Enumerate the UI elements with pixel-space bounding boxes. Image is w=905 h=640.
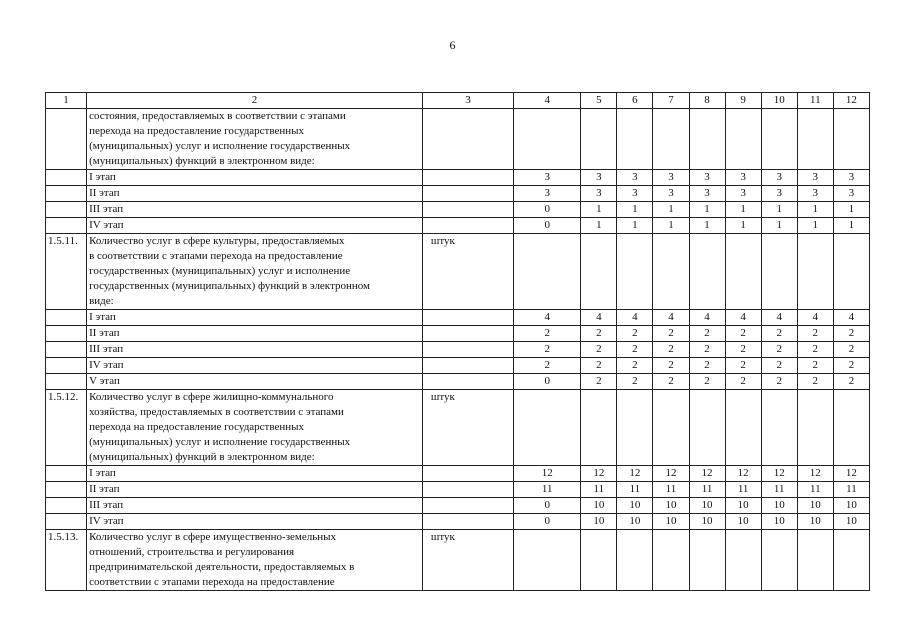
page-number: 6: [449, 38, 456, 52]
description-line: в соответствии с этапами перехода на предоставление: [89, 250, 343, 262]
stage-value: 4: [653, 310, 689, 326]
stage-value: 3: [689, 186, 725, 202]
empty-value-cell: [689, 530, 725, 591]
stage-label: I этап: [87, 310, 423, 326]
description-line: (муниципальных) услуг и исполнение государственных: [89, 140, 351, 152]
stage-value: 11: [833, 482, 869, 498]
empty-value-cell: [617, 234, 653, 310]
stage-label: II этап: [87, 326, 423, 342]
stage-label: IV этап: [87, 514, 423, 530]
empty-value-cell: [653, 234, 689, 310]
stage-value: 4: [761, 310, 797, 326]
stage-value: 2: [833, 358, 869, 374]
stage-value: 2: [725, 358, 761, 374]
empty-value-cell: [514, 390, 581, 466]
empty-value-cell: [617, 530, 653, 591]
stage-value: 2: [797, 358, 833, 374]
stage-row: [46, 202, 870, 218]
unit-of-measure: штук: [422, 530, 513, 591]
empty-value-cell: [581, 109, 617, 170]
empty-cell: [422, 202, 513, 218]
column-number-cell: 3: [422, 93, 513, 109]
stage-value: 2: [689, 342, 725, 358]
empty-value-cell: [725, 109, 761, 170]
stage-value: 12: [833, 466, 869, 482]
indicator-description: [87, 530, 423, 591]
empty-value-cell: [514, 530, 581, 591]
stage-value: 12: [725, 466, 761, 482]
stage-label: I этап: [87, 170, 423, 186]
stage-value: 11: [689, 482, 725, 498]
empty-value-cell: [761, 390, 797, 466]
empty-cell: [46, 374, 87, 390]
stage-value: 10: [761, 498, 797, 514]
indicator-row: [46, 234, 870, 310]
stage-label: III этап: [87, 342, 423, 358]
stage-value: 1: [689, 218, 725, 234]
empty-value-cell: [514, 109, 581, 170]
empty-cell: [422, 482, 513, 498]
empty-value-cell: [833, 234, 869, 310]
stage-value: 11: [617, 482, 653, 498]
stage-value: 0: [514, 498, 581, 514]
empty-cell: [46, 310, 87, 326]
empty-value-cell: [653, 530, 689, 591]
stage-value: 1: [617, 218, 653, 234]
stage-value: 10: [617, 514, 653, 530]
empty-value-cell: [761, 530, 797, 591]
stage-value: 4: [514, 310, 581, 326]
indicator-number: 1.5.11.: [46, 234, 87, 310]
indicator-row: [46, 109, 870, 170]
stage-row: [46, 358, 870, 374]
stage-value: 2: [514, 326, 581, 342]
stage-value: 1: [581, 202, 617, 218]
stage-value: 11: [514, 482, 581, 498]
empty-value-cell: [797, 530, 833, 591]
stage-value: 2: [653, 374, 689, 390]
empty-value-cell: [653, 109, 689, 170]
stage-value: 10: [725, 498, 761, 514]
stage-value: 3: [617, 170, 653, 186]
stage-value: 2: [833, 374, 869, 390]
stage-value: 3: [653, 170, 689, 186]
stage-value: 2: [761, 326, 797, 342]
stage-row: [46, 310, 870, 326]
stage-value: 4: [581, 310, 617, 326]
stage-value: 2: [581, 374, 617, 390]
stage-value: 3: [514, 186, 581, 202]
stage-value: 10: [797, 498, 833, 514]
description-line: (муниципальных) функций в электронном виде:: [89, 155, 315, 167]
stage-value: 11: [653, 482, 689, 498]
stage-value: 3: [514, 170, 581, 186]
stage-value: 3: [581, 186, 617, 202]
stage-value: 2: [617, 374, 653, 390]
stage-value: 2: [653, 358, 689, 374]
stage-value: 12: [514, 466, 581, 482]
stage-value: 10: [653, 498, 689, 514]
empty-value-cell: [653, 390, 689, 466]
description-line: соответствии с этапами перехода на предоставление: [89, 576, 335, 588]
stage-value: 10: [653, 514, 689, 530]
stage-value: 3: [833, 186, 869, 202]
stage-value: 11: [581, 482, 617, 498]
stage-label: III этап: [87, 202, 423, 218]
stage-value: 10: [581, 514, 617, 530]
stage-value: 12: [797, 466, 833, 482]
stage-value: 2: [617, 342, 653, 358]
stage-value: 12: [581, 466, 617, 482]
stage-row: [46, 514, 870, 530]
column-number-cell: 8: [689, 93, 725, 109]
empty-cell: [46, 342, 87, 358]
stage-value: 10: [581, 498, 617, 514]
empty-cell: [46, 186, 87, 202]
column-number-cell: 5: [581, 93, 617, 109]
stage-value: 0: [514, 202, 581, 218]
stage-value: 4: [617, 310, 653, 326]
stage-value: 3: [581, 170, 617, 186]
stage-value: 0: [514, 218, 581, 234]
description-line: перехода на предоставление государственных: [89, 125, 305, 137]
stage-value: 4: [833, 310, 869, 326]
stage-value: 2: [761, 358, 797, 374]
stage-value: 2: [797, 342, 833, 358]
stage-value: 4: [725, 310, 761, 326]
stage-value: 10: [833, 514, 869, 530]
stage-label: III этап: [87, 498, 423, 514]
empty-value-cell: [689, 390, 725, 466]
stage-value: 3: [833, 170, 869, 186]
description-line: перехода на предоставление государственных: [89, 421, 305, 433]
stage-value: 10: [689, 498, 725, 514]
empty-cell: [422, 466, 513, 482]
stage-value: 2: [725, 374, 761, 390]
empty-cell: [422, 218, 513, 234]
stage-value: 1: [797, 218, 833, 234]
empty-value-cell: [761, 234, 797, 310]
stage-value: 10: [797, 514, 833, 530]
empty-value-cell: [797, 390, 833, 466]
empty-value-cell: [689, 109, 725, 170]
stage-value: 4: [797, 310, 833, 326]
empty-cell: [46, 170, 87, 186]
stage-value: 12: [617, 466, 653, 482]
stage-row: [46, 186, 870, 202]
stage-value: 2: [653, 326, 689, 342]
column-number-cell: 10: [761, 93, 797, 109]
stage-value: 10: [689, 514, 725, 530]
stage-value: 2: [761, 374, 797, 390]
stage-value: 2: [725, 326, 761, 342]
stage-value: 3: [761, 170, 797, 186]
stage-value: 2: [833, 326, 869, 342]
stage-value: 3: [761, 186, 797, 202]
unit-of-measure: [422, 109, 513, 170]
empty-value-cell: [725, 234, 761, 310]
stage-row: [46, 170, 870, 186]
stage-value: 2: [581, 342, 617, 358]
stage-row: [46, 342, 870, 358]
stage-value: 2: [617, 326, 653, 342]
stage-row: [46, 218, 870, 234]
stage-value: 1: [797, 202, 833, 218]
indicator-number: 1.5.13.: [46, 530, 87, 591]
indicator-description: [87, 390, 423, 466]
stage-row: [46, 498, 870, 514]
stage-value: 2: [797, 326, 833, 342]
stage-value: 2: [581, 326, 617, 342]
empty-value-cell: [761, 109, 797, 170]
indicator-description: [87, 234, 423, 310]
empty-value-cell: [833, 390, 869, 466]
empty-value-cell: [514, 234, 581, 310]
column-number-cell: 4: [514, 93, 581, 109]
stage-value: 2: [833, 342, 869, 358]
empty-value-cell: [581, 390, 617, 466]
empty-value-cell: [833, 530, 869, 591]
stage-value: 2: [514, 358, 581, 374]
stage-value: 3: [725, 170, 761, 186]
empty-cell: [422, 186, 513, 202]
stage-label: IV этап: [87, 358, 423, 374]
unit-of-measure: штук: [422, 234, 513, 310]
stage-value: 3: [653, 186, 689, 202]
empty-value-cell: [617, 109, 653, 170]
description-line: государственных (муниципальных) функций в электронном: [89, 280, 370, 292]
stage-value: 2: [581, 358, 617, 374]
stage-value: 4: [689, 310, 725, 326]
stage-value: 1: [725, 202, 761, 218]
description-line: отношений, строительства и регулирования: [89, 546, 295, 558]
stage-value: 3: [617, 186, 653, 202]
stage-value: 2: [797, 374, 833, 390]
stage-value: 1: [833, 202, 869, 218]
stage-value: 2: [725, 342, 761, 358]
description-line: Количество услуг в сфере культуры, предоставляемых: [89, 235, 345, 247]
empty-value-cell: [797, 234, 833, 310]
stage-label: I этап: [87, 466, 423, 482]
column-number-cell: 11: [797, 93, 833, 109]
column-number-cell: 12: [833, 93, 869, 109]
empty-cell: [46, 482, 87, 498]
empty-cell: [422, 498, 513, 514]
stage-label: II этап: [87, 186, 423, 202]
empty-cell: [422, 170, 513, 186]
stage-value: 12: [761, 466, 797, 482]
stage-value: 3: [797, 186, 833, 202]
stage-row: [46, 374, 870, 390]
stage-value: 3: [725, 186, 761, 202]
empty-cell: [46, 498, 87, 514]
stage-value: 1: [725, 218, 761, 234]
stage-value: 1: [617, 202, 653, 218]
indicators-table: [45, 92, 870, 591]
column-number-cell: 7: [653, 93, 689, 109]
stage-value: 1: [833, 218, 869, 234]
stage-value: 1: [653, 202, 689, 218]
stage-value: 3: [689, 170, 725, 186]
stage-row: [46, 466, 870, 482]
stage-value: 1: [761, 202, 797, 218]
stage-value: 2: [689, 326, 725, 342]
stage-value: 2: [514, 342, 581, 358]
empty-cell: [46, 514, 87, 530]
indicator-number: [46, 109, 87, 170]
stage-value: 2: [761, 342, 797, 358]
empty-value-cell: [617, 390, 653, 466]
stage-value: 2: [689, 358, 725, 374]
empty-cell: [422, 358, 513, 374]
stage-value: 0: [514, 514, 581, 530]
stage-value: 1: [653, 218, 689, 234]
description-line: виде:: [89, 295, 114, 307]
empty-value-cell: [581, 530, 617, 591]
stage-value: 2: [653, 342, 689, 358]
empty-cell: [422, 326, 513, 342]
stage-value: 10: [761, 514, 797, 530]
empty-cell: [46, 358, 87, 374]
description-line: хозяйства, предоставляемых в соответствии с этапами: [89, 406, 344, 418]
indicator-row: [46, 390, 870, 466]
stage-value: 1: [689, 202, 725, 218]
column-number-cell: 2: [87, 93, 423, 109]
stage-value: 10: [617, 498, 653, 514]
empty-cell: [46, 326, 87, 342]
description-line: (муниципальных) функций в электронном виде:: [89, 451, 315, 463]
empty-cell: [46, 218, 87, 234]
empty-value-cell: [581, 234, 617, 310]
indicator-number: 1.5.12.: [46, 390, 87, 466]
description-line: государственных (муниципальных) услуг и исполнение: [89, 265, 351, 277]
stage-label: V этап: [87, 374, 423, 390]
empty-value-cell: [833, 109, 869, 170]
stage-value: 1: [761, 218, 797, 234]
empty-value-cell: [689, 234, 725, 310]
stage-value: 1: [581, 218, 617, 234]
stage-value: 12: [689, 466, 725, 482]
empty-cell: [422, 310, 513, 326]
stage-value: 11: [761, 482, 797, 498]
column-number-cell: 1: [46, 93, 87, 109]
empty-value-cell: [725, 530, 761, 591]
stage-value: 12: [653, 466, 689, 482]
column-number-cell: 6: [617, 93, 653, 109]
stage-label: IV этап: [87, 218, 423, 234]
column-number-cell: 9: [725, 93, 761, 109]
indicator-row: [46, 530, 870, 591]
stage-value: 11: [797, 482, 833, 498]
description-line: предпринимательской деятельности, предоставляемых в: [89, 561, 355, 573]
stage-value: 2: [617, 358, 653, 374]
empty-value-cell: [797, 109, 833, 170]
description-line: Количество услуг в сфере жилищно-коммунального: [89, 391, 334, 403]
unit-of-measure: штук: [422, 390, 513, 466]
indicator-description: [87, 109, 423, 170]
empty-value-cell: [725, 390, 761, 466]
stage-row: [46, 326, 870, 342]
stage-row: [46, 482, 870, 498]
stage-value: 11: [725, 482, 761, 498]
empty-cell: [46, 466, 87, 482]
empty-cell: [422, 374, 513, 390]
description-line: состояния, предоставляемых в соответствии с этапами: [89, 110, 346, 122]
stage-label: II этап: [87, 482, 423, 498]
stage-value: 0: [514, 374, 581, 390]
stage-value: 2: [689, 374, 725, 390]
stage-value: 10: [833, 498, 869, 514]
description-line: (муниципальных) услуг и исполнение государственных: [89, 436, 351, 448]
empty-cell: [46, 202, 87, 218]
empty-cell: [422, 514, 513, 530]
description-line: Количество услуг в сфере имущественно-земельных: [89, 531, 337, 543]
empty-cell: [422, 342, 513, 358]
stage-value: 10: [725, 514, 761, 530]
stage-value: 3: [797, 170, 833, 186]
column-number-row: [46, 93, 870, 109]
